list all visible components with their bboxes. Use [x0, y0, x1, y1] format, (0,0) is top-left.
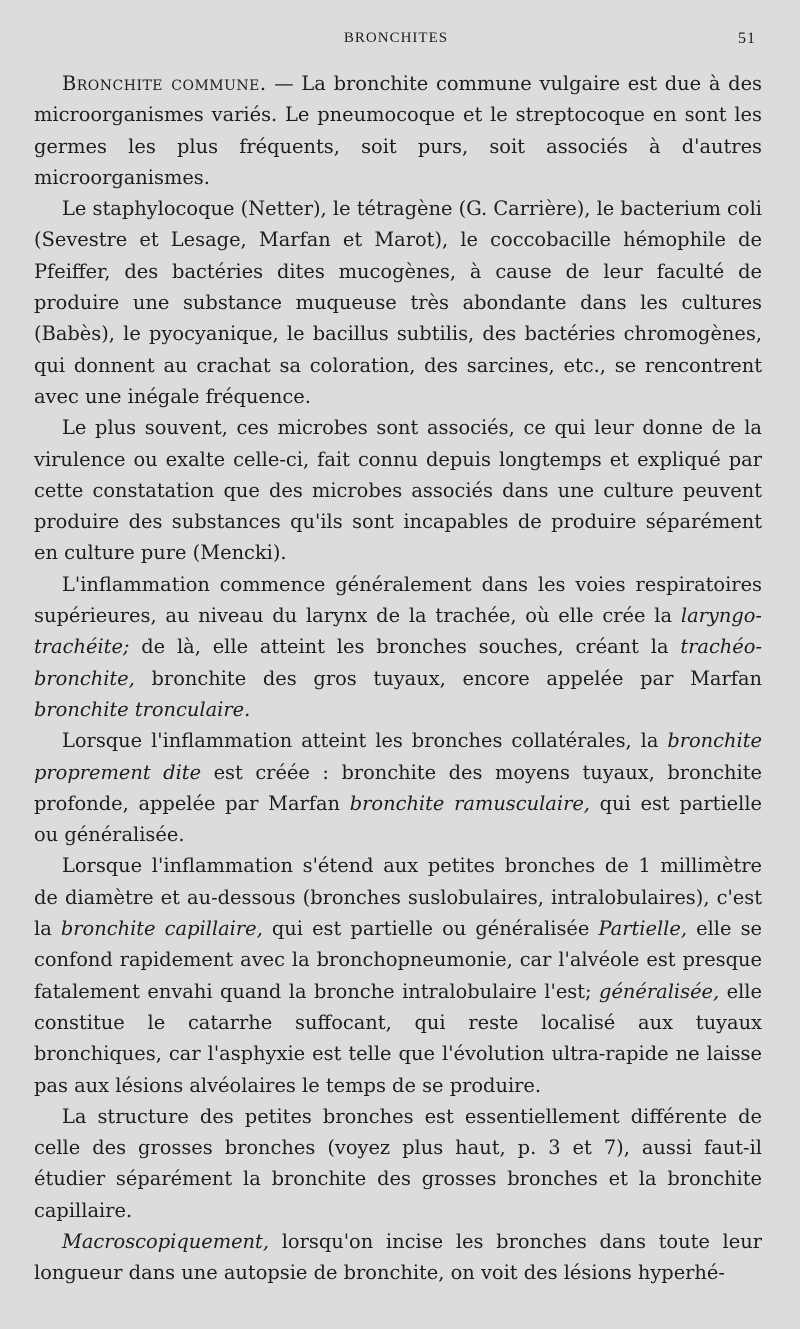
- paragraph-text: Lorsque l'inflammation s'étend aux petites bronches de 1 millimètre de diamètre et au-dessous (bronches suslobulaires, intralobulaires), c'est la: [34, 854, 762, 941]
- paragraph-text: Lorsque l'inflammation atteint les bronches collatérales, la: [62, 729, 668, 753]
- paragraph-association: [34, 412, 762, 568]
- italic-term: trachéo-bronchite,: [34, 635, 762, 690]
- italic-term: Partielle,: [598, 917, 688, 941]
- paragraph-text: L'inflammation commence généralement dans les voies respiratoires supérieures, au niveau du larynx de la trachée, où elle crée la: [34, 572, 762, 628]
- paragraph-collaterales: [34, 725, 762, 850]
- paragraph-text: Le staphylocoque (Netter), le tétragène (G. Carrière), le bacterium coli (Sevestre et Lesage, Marfan et Marot), le coccobacille hémophile de Pfeiffer, des bactéries dites mucogènes, à cause de leur faculté de produire une substance muqueuse très abondante dans les cultures (Babès), le pyocyanique, le bacillus subtilis, des bactéries chromogènes, qui donnent au crachat sa coloration, des sarcines, etc., se rencontrent avec une inégale fréquence.: [34, 197, 762, 408]
- paragraph-bronchite-commune: [34, 68, 762, 193]
- page-body: [34, 68, 762, 1289]
- italic-term: généralisée,: [599, 979, 720, 1003]
- page-number: 51: [738, 30, 756, 47]
- paragraph-text: de là, elle atteint les bronches souches, créant la: [129, 635, 681, 659]
- paragraph-text: est créée : bronchite des moyens tuyaux, bronchite profonde, appelée par Marfan: [34, 760, 763, 815]
- paragraph-text: La structure des petites bronches est essentiellement différente de celle des grosses bronches (voyez plus haut, p. 3 et 7), aussi faut-il étudier séparément la bronchite des grosses bronches et la bronchite capillaire.: [34, 1104, 762, 1222]
- paragraph-text: Le plus souvent, ces microbes sont associés, ce qui leur donne de la virulence ou exalte celle-ci, fait connu depuis longtemps et expliqué par cette constatation que des microbes associés dans une culture peuvent produire des substances qu'ils sont incapables de produire séparément en culture pure (Mencki).: [34, 416, 762, 565]
- paragraph-text: — La bronchite commune vulgaire est due à des microorganismes variés. Le pneumocoque et le streptocoque en sont les germes les plus fréquents, soit purs, soit associés à d'autres microorganismes.: [34, 72, 762, 189]
- italic-term: bronchite capillaire,: [60, 917, 263, 941]
- page-header: [36, 30, 756, 56]
- paragraph-text: lorsqu'on incise les bronches dans toute leur longueur dans une autopsie de bronchite, on voit des lésions hyperhé-: [34, 1229, 762, 1285]
- paragraph-text: elle se confond rapidement avec la bronchopneumonie, car l'alvéole est presque fatalement envahi quand la bronche intralobulaire l'est;: [34, 917, 763, 1003]
- paragraph-text: elle constitue le catarrhe suffocant, qui reste localisé aux tuyaux bronchiques, car l'asphyxie est telle que l'évolution ultra-rapide ne laisse pas aux lésions alvéolaires le temps de se produire.: [34, 979, 762, 1097]
- paragraph-text: qui est partielle ou généralisée.: [34, 791, 763, 847]
- paragraph-microbes-list: [34, 193, 762, 412]
- italic-term: Macroscopiquement,: [62, 1229, 270, 1253]
- italic-term: bronchite ramusculaire,: [349, 791, 590, 815]
- paragraph-inflammation: [34, 569, 762, 725]
- section-lead: Bronchite commune.: [62, 72, 267, 95]
- paragraph-text: bronchite des gros tuyaux, encore appelée par Marfan: [134, 666, 762, 690]
- paragraph-capillaire: [34, 850, 762, 1100]
- paragraph-macroscopie: [34, 1226, 762, 1289]
- italic-term: laryngo-trachéite;: [34, 604, 762, 659]
- running-title: BRONCHITES: [343, 30, 449, 46]
- paragraph-text: qui est partielle ou généralisée: [262, 917, 599, 941]
- paragraph-structure: [34, 1101, 762, 1226]
- italic-term: bronchite tronculaire.: [34, 697, 251, 721]
- italic-term: bronchite proprement dite: [34, 729, 762, 784]
